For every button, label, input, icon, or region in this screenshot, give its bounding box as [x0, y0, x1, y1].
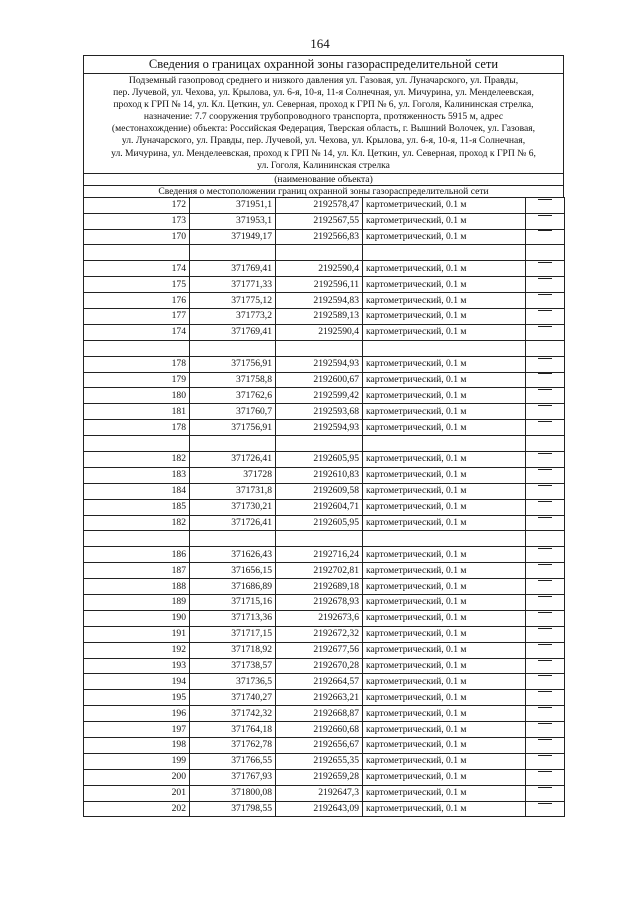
y-coordinate-cell: 2192610,83	[276, 467, 363, 483]
accuracy-cell	[526, 626, 565, 642]
y-coordinate-cell: 2192609,58	[276, 483, 363, 499]
accuracy-cell	[526, 579, 565, 595]
x-coordinate-cell: 371718,92	[190, 642, 276, 658]
point-number-cell: 177	[84, 308, 190, 324]
table-row	[84, 452, 565, 468]
accuracy-cell	[526, 801, 565, 817]
table-row	[84, 483, 565, 499]
separator-row	[84, 436, 565, 452]
y-coordinate-cell: 2192590,4	[276, 324, 363, 340]
point-number-cell: 181	[84, 404, 190, 420]
point-number-cell: 190	[84, 610, 190, 626]
y-coordinate-cell: 2192594,93	[276, 420, 363, 436]
y-coordinate-cell: 2192605,95	[276, 515, 363, 531]
accuracy-cell	[526, 324, 565, 340]
method-cell: картометрический, 0.1 м	[363, 356, 526, 372]
dash-mark	[538, 771, 552, 784]
accuracy-cell	[526, 404, 565, 420]
empty-cell	[276, 436, 363, 452]
x-coordinate-cell: 371762,78	[190, 738, 276, 754]
document-body	[83, 55, 564, 817]
point-number-cell: 193	[84, 658, 190, 674]
table-row	[84, 213, 565, 229]
accuracy-cell	[526, 229, 565, 245]
accuracy-cell	[526, 738, 565, 754]
y-coordinate-cell: 2192702,81	[276, 563, 363, 579]
method-cell: картометрический, 0.1 м	[363, 452, 526, 468]
method-cell: картометрический, 0.1 м	[363, 324, 526, 340]
point-number-cell: 184	[84, 483, 190, 499]
point-number-cell: 202	[84, 801, 190, 817]
accuracy-cell	[526, 197, 565, 213]
y-coordinate-cell: 2192656,67	[276, 738, 363, 754]
point-number-cell: 174	[84, 324, 190, 340]
dash-mark	[538, 755, 552, 768]
location-heading: Сведения о местоположении границ охранной зоны газораспределительной сети	[84, 185, 563, 197]
description-line: Подземный газопровод среднего и низкого давления ул. Газовая, ул. Луначарского, ул. Правды,	[128, 75, 519, 86]
table-row	[84, 563, 565, 579]
dash-mark	[538, 723, 552, 736]
table-row	[84, 801, 565, 817]
empty-cell	[526, 340, 565, 356]
point-number-cell: 198	[84, 738, 190, 754]
point-number-cell: 170	[84, 229, 190, 245]
table-row	[84, 626, 565, 642]
table-row	[84, 579, 565, 595]
table-row	[84, 324, 565, 340]
y-coordinate-cell: 2192593,68	[276, 404, 363, 420]
table-row	[84, 229, 565, 245]
table-row	[84, 388, 565, 404]
method-cell: картометрический, 0.1 м	[363, 197, 526, 213]
description-line: проход к ГРП № 14, ул. Кл. Цеткин, ул. Северная, проход к ГРП № 6, ул. Гоголя, Калининская стрелка,	[113, 99, 534, 111]
method-cell: картометрический, 0.1 м	[363, 404, 526, 420]
x-coordinate-cell: 371728	[190, 467, 276, 483]
point-number-cell: 200	[84, 769, 190, 785]
y-coordinate-cell: 2192594,83	[276, 293, 363, 309]
method-cell: картометрический, 0.1 м	[363, 706, 526, 722]
empty-cell	[190, 245, 276, 261]
table-row	[84, 674, 565, 690]
method-cell: картометрический, 0.1 м	[363, 642, 526, 658]
object-caption: (наименование объекта)	[84, 173, 563, 185]
empty-cell	[84, 436, 190, 452]
point-number-cell: 183	[84, 467, 190, 483]
y-coordinate-cell: 2192663,21	[276, 690, 363, 706]
object-description	[84, 74, 563, 173]
method-cell: картометрический, 0.1 м	[363, 293, 526, 309]
method-cell: картометрический, 0.1 м	[363, 785, 526, 801]
table-row	[84, 420, 565, 436]
dash-mark	[538, 644, 552, 657]
method-cell: картометрический, 0.1 м	[363, 563, 526, 579]
empty-cell	[84, 340, 190, 356]
point-number-cell: 187	[84, 563, 190, 579]
table-row	[84, 197, 565, 213]
table-row	[84, 308, 565, 324]
method-cell: картометрический, 0.1 м	[363, 579, 526, 595]
accuracy-cell	[526, 706, 565, 722]
dash-mark	[538, 199, 552, 212]
accuracy-cell	[526, 277, 565, 293]
dash-mark	[538, 215, 552, 228]
y-coordinate-cell: 2192689,18	[276, 579, 363, 595]
y-coordinate-cell: 2192647,3	[276, 785, 363, 801]
table-row	[84, 738, 565, 754]
table-row	[84, 547, 565, 563]
x-coordinate-cell: 371775,12	[190, 293, 276, 309]
dash-mark	[538, 421, 552, 434]
y-coordinate-cell: 2192664,57	[276, 674, 363, 690]
dash-mark	[538, 675, 552, 688]
y-coordinate-cell: 2192716,24	[276, 547, 363, 563]
y-coordinate-cell: 2192605,95	[276, 452, 363, 468]
accuracy-cell	[526, 769, 565, 785]
method-cell: картометрический, 0.1 м	[363, 595, 526, 611]
y-coordinate-cell: 2192660,68	[276, 722, 363, 738]
header-block	[83, 55, 564, 197]
table-row	[84, 722, 565, 738]
x-coordinate-cell: 371798,55	[190, 801, 276, 817]
separator-row	[84, 245, 565, 261]
x-coordinate-cell: 371771,33	[190, 277, 276, 293]
x-coordinate-cell: 371756,91	[190, 356, 276, 372]
dash-mark	[538, 262, 552, 275]
x-coordinate-cell: 371742,32	[190, 706, 276, 722]
dash-mark	[538, 358, 552, 371]
table-row	[84, 277, 565, 293]
y-coordinate-cell: 2192668,87	[276, 706, 363, 722]
point-number-cell: 194	[84, 674, 190, 690]
x-coordinate-cell: 371760,7	[190, 404, 276, 420]
x-coordinate-cell: 371762,6	[190, 388, 276, 404]
x-coordinate-cell: 371764,18	[190, 722, 276, 738]
empty-cell	[190, 531, 276, 547]
dash-mark	[538, 326, 552, 339]
method-cell: картометрический, 0.1 м	[363, 769, 526, 785]
document-title: Сведения о границах охранной зоны газораспределительной сети	[84, 56, 563, 74]
method-cell: картометрический, 0.1 м	[363, 801, 526, 817]
dash-mark	[538, 660, 552, 673]
empty-cell	[526, 531, 565, 547]
point-number-cell: 179	[84, 372, 190, 388]
y-coordinate-cell: 2192600,67	[276, 372, 363, 388]
dash-mark	[538, 310, 552, 323]
method-cell: картометрический, 0.1 м	[363, 610, 526, 626]
x-coordinate-cell: 371953,1	[190, 213, 276, 229]
y-coordinate-cell: 2192589,13	[276, 308, 363, 324]
empty-cell	[363, 340, 526, 356]
dash-mark	[538, 453, 552, 466]
y-coordinate-cell: 2192590,4	[276, 261, 363, 277]
accuracy-cell	[526, 610, 565, 626]
table-row	[84, 467, 565, 483]
accuracy-cell	[526, 547, 565, 563]
point-number-cell: 195	[84, 690, 190, 706]
table-row	[84, 404, 565, 420]
accuracy-cell	[526, 308, 565, 324]
method-cell: картометрический, 0.1 м	[363, 213, 526, 229]
accuracy-cell	[526, 785, 565, 801]
description-line: пер. Лучевой, ул. Чехова, ул. Крылова, ул. 6-я, 10-я, 11-я Солнечная, ул. Мичурина, ул. Менделеевская,	[113, 87, 534, 99]
dash-mark	[538, 294, 552, 307]
table-row	[84, 595, 565, 611]
table-row	[84, 690, 565, 706]
y-coordinate-cell: 2192659,28	[276, 769, 363, 785]
method-cell: картометрический, 0.1 м	[363, 626, 526, 642]
dash-mark	[538, 691, 552, 704]
accuracy-cell	[526, 261, 565, 277]
dash-mark	[538, 596, 552, 609]
x-coordinate-cell: 371740,27	[190, 690, 276, 706]
table-row	[84, 499, 565, 515]
y-coordinate-cell: 2192673,6	[276, 610, 363, 626]
accuracy-cell	[526, 753, 565, 769]
empty-cell	[526, 245, 565, 261]
accuracy-cell	[526, 642, 565, 658]
y-coordinate-cell: 2192578,47	[276, 197, 363, 213]
dash-mark	[538, 787, 552, 800]
method-cell: картометрический, 0.1 м	[363, 658, 526, 674]
empty-cell	[190, 340, 276, 356]
description-line: назначение: 7.7 сооружения трубопроводного транспорта, протяженность 5915 м, адрес	[143, 111, 504, 123]
empty-cell	[363, 436, 526, 452]
dash-mark	[538, 707, 552, 720]
dash-mark	[538, 389, 552, 402]
table-row	[84, 610, 565, 626]
empty-cell	[190, 436, 276, 452]
point-number-cell: 173	[84, 213, 190, 229]
x-coordinate-cell: 371713,36	[190, 610, 276, 626]
point-number-cell: 197	[84, 722, 190, 738]
y-coordinate-cell: 2192596,11	[276, 277, 363, 293]
y-coordinate-cell: 2192678,93	[276, 595, 363, 611]
dash-mark	[538, 739, 552, 752]
accuracy-cell	[526, 722, 565, 738]
description-line: ул. Гоголя, Калининская стрелка	[257, 159, 390, 171]
x-coordinate-cell: 371769,41	[190, 324, 276, 340]
point-number-cell: 175	[84, 277, 190, 293]
dash-mark	[538, 278, 552, 291]
point-number-cell: 178	[84, 356, 190, 372]
x-coordinate-cell: 371767,93	[190, 769, 276, 785]
method-cell: картометрический, 0.1 м	[363, 753, 526, 769]
x-coordinate-cell: 371800,08	[190, 785, 276, 801]
description-line: ул. Луначарского, ул. Правды, пер. Лучевой, ул. Чехова, ул. Крылова, ул. 6-я, 10-я, 11-я Солнечная,	[121, 135, 526, 147]
accuracy-cell	[526, 213, 565, 229]
y-coordinate-cell: 2192655,35	[276, 753, 363, 769]
method-cell: картометрический, 0.1 м	[363, 547, 526, 563]
table-row	[84, 293, 565, 309]
description-line: ул. Мичурина, ул. Менделеевская, проход к ГРП № 14, ул. Кл. Цеткин, ул. Северная, проход к ГРП № 6,	[111, 147, 536, 159]
accuracy-cell	[526, 356, 565, 372]
method-cell: картометрический, 0.1 м	[363, 722, 526, 738]
separator-row	[84, 531, 565, 547]
dash-mark	[538, 501, 552, 514]
y-coordinate-cell: 2192677,56	[276, 642, 363, 658]
x-coordinate-cell: 371758,8	[190, 372, 276, 388]
y-coordinate-cell: 2192604,71	[276, 499, 363, 515]
point-number-cell: 196	[84, 706, 190, 722]
point-number-cell: 199	[84, 753, 190, 769]
empty-cell	[84, 245, 190, 261]
dash-mark	[538, 628, 552, 641]
x-coordinate-cell: 371686,89	[190, 579, 276, 595]
dash-mark	[538, 373, 552, 386]
y-coordinate-cell: 2192594,93	[276, 356, 363, 372]
accuracy-cell	[526, 293, 565, 309]
dash-mark	[538, 612, 552, 625]
accuracy-cell	[526, 388, 565, 404]
method-cell: картометрический, 0.1 м	[363, 690, 526, 706]
description-line: (местонахождение) объекта: Российская Федерация, Тверская область, г. Вышний Волочек, ул. Газовая,	[111, 123, 536, 135]
dash-mark	[538, 564, 552, 577]
point-number-cell: 201	[84, 785, 190, 801]
dash-mark	[538, 803, 552, 816]
empty-cell	[276, 340, 363, 356]
empty-cell	[526, 436, 565, 452]
x-coordinate-cell: 371656,15	[190, 563, 276, 579]
empty-cell	[276, 531, 363, 547]
method-cell: картометрический, 0.1 м	[363, 372, 526, 388]
method-cell: картометрический, 0.1 м	[363, 261, 526, 277]
x-coordinate-cell: 371766,55	[190, 753, 276, 769]
y-coordinate-cell: 2192566,83	[276, 229, 363, 245]
x-coordinate-cell: 371730,21	[190, 499, 276, 515]
x-coordinate-cell: 371756,91	[190, 420, 276, 436]
table-row	[84, 261, 565, 277]
accuracy-cell	[526, 515, 565, 531]
x-coordinate-cell: 371949,17	[190, 229, 276, 245]
method-cell: картометрический, 0.1 м	[363, 308, 526, 324]
accuracy-cell	[526, 499, 565, 515]
accuracy-cell	[526, 690, 565, 706]
point-number-cell: 185	[84, 499, 190, 515]
point-number-cell: 182	[84, 515, 190, 531]
point-number-cell: 189	[84, 595, 190, 611]
dash-mark	[538, 548, 552, 561]
method-cell: картометрический, 0.1 м	[363, 277, 526, 293]
dash-mark	[538, 485, 552, 498]
method-cell: картометрический, 0.1 м	[363, 674, 526, 690]
coordinates-table-body	[84, 197, 565, 817]
table-row	[84, 706, 565, 722]
x-coordinate-cell: 371951,1	[190, 197, 276, 213]
accuracy-cell	[526, 467, 565, 483]
coordinates-table	[83, 197, 565, 818]
point-number-cell: 192	[84, 642, 190, 658]
dash-mark	[538, 517, 552, 530]
empty-cell	[84, 531, 190, 547]
y-coordinate-cell: 2192672,32	[276, 626, 363, 642]
accuracy-cell	[526, 595, 565, 611]
y-coordinate-cell: 2192643,09	[276, 801, 363, 817]
point-number-cell: 180	[84, 388, 190, 404]
y-coordinate-cell: 2192567,55	[276, 213, 363, 229]
x-coordinate-cell: 371769,41	[190, 261, 276, 277]
table-row	[84, 785, 565, 801]
method-cell: картометрический, 0.1 м	[363, 499, 526, 515]
x-coordinate-cell: 371731,8	[190, 483, 276, 499]
point-number-cell: 182	[84, 452, 190, 468]
y-coordinate-cell: 2192670,28	[276, 658, 363, 674]
x-coordinate-cell: 371738,57	[190, 658, 276, 674]
x-coordinate-cell: 371626,43	[190, 547, 276, 563]
table-row	[84, 515, 565, 531]
empty-cell	[363, 245, 526, 261]
x-coordinate-cell: 371717,15	[190, 626, 276, 642]
table-row	[84, 642, 565, 658]
x-coordinate-cell: 371773,2	[190, 308, 276, 324]
accuracy-cell	[526, 674, 565, 690]
empty-cell	[363, 531, 526, 547]
accuracy-cell	[526, 372, 565, 388]
point-number-cell: 178	[84, 420, 190, 436]
point-number-cell: 174	[84, 261, 190, 277]
point-number-cell: 186	[84, 547, 190, 563]
method-cell: картометрический, 0.1 м	[363, 467, 526, 483]
dash-mark	[538, 405, 552, 418]
y-coordinate-cell: 2192599,42	[276, 388, 363, 404]
method-cell: картометрический, 0.1 м	[363, 483, 526, 499]
accuracy-cell	[526, 483, 565, 499]
empty-cell	[276, 245, 363, 261]
dash-mark	[538, 469, 552, 482]
table-row	[84, 658, 565, 674]
method-cell: картометрический, 0.1 м	[363, 420, 526, 436]
dash-mark	[538, 230, 552, 243]
method-cell: картометрический, 0.1 м	[363, 229, 526, 245]
x-coordinate-cell: 371715,16	[190, 595, 276, 611]
page-number: 164	[310, 36, 330, 51]
point-number-cell: 188	[84, 579, 190, 595]
point-number-cell: 172	[84, 197, 190, 213]
table-row	[84, 372, 565, 388]
method-cell: картометрический, 0.1 м	[363, 738, 526, 754]
x-coordinate-cell: 371726,41	[190, 515, 276, 531]
table-row	[84, 769, 565, 785]
x-coordinate-cell: 371736,5	[190, 674, 276, 690]
accuracy-cell	[526, 452, 565, 468]
accuracy-cell	[526, 420, 565, 436]
method-cell: картометрический, 0.1 м	[363, 515, 526, 531]
table-row	[84, 753, 565, 769]
table-row	[84, 356, 565, 372]
accuracy-cell	[526, 563, 565, 579]
point-number-cell: 191	[84, 626, 190, 642]
dash-mark	[538, 580, 552, 593]
x-coordinate-cell: 371726,41	[190, 452, 276, 468]
accuracy-cell	[526, 658, 565, 674]
method-cell: картометрический, 0.1 м	[363, 388, 526, 404]
point-number-cell: 176	[84, 293, 190, 309]
separator-row	[84, 340, 565, 356]
